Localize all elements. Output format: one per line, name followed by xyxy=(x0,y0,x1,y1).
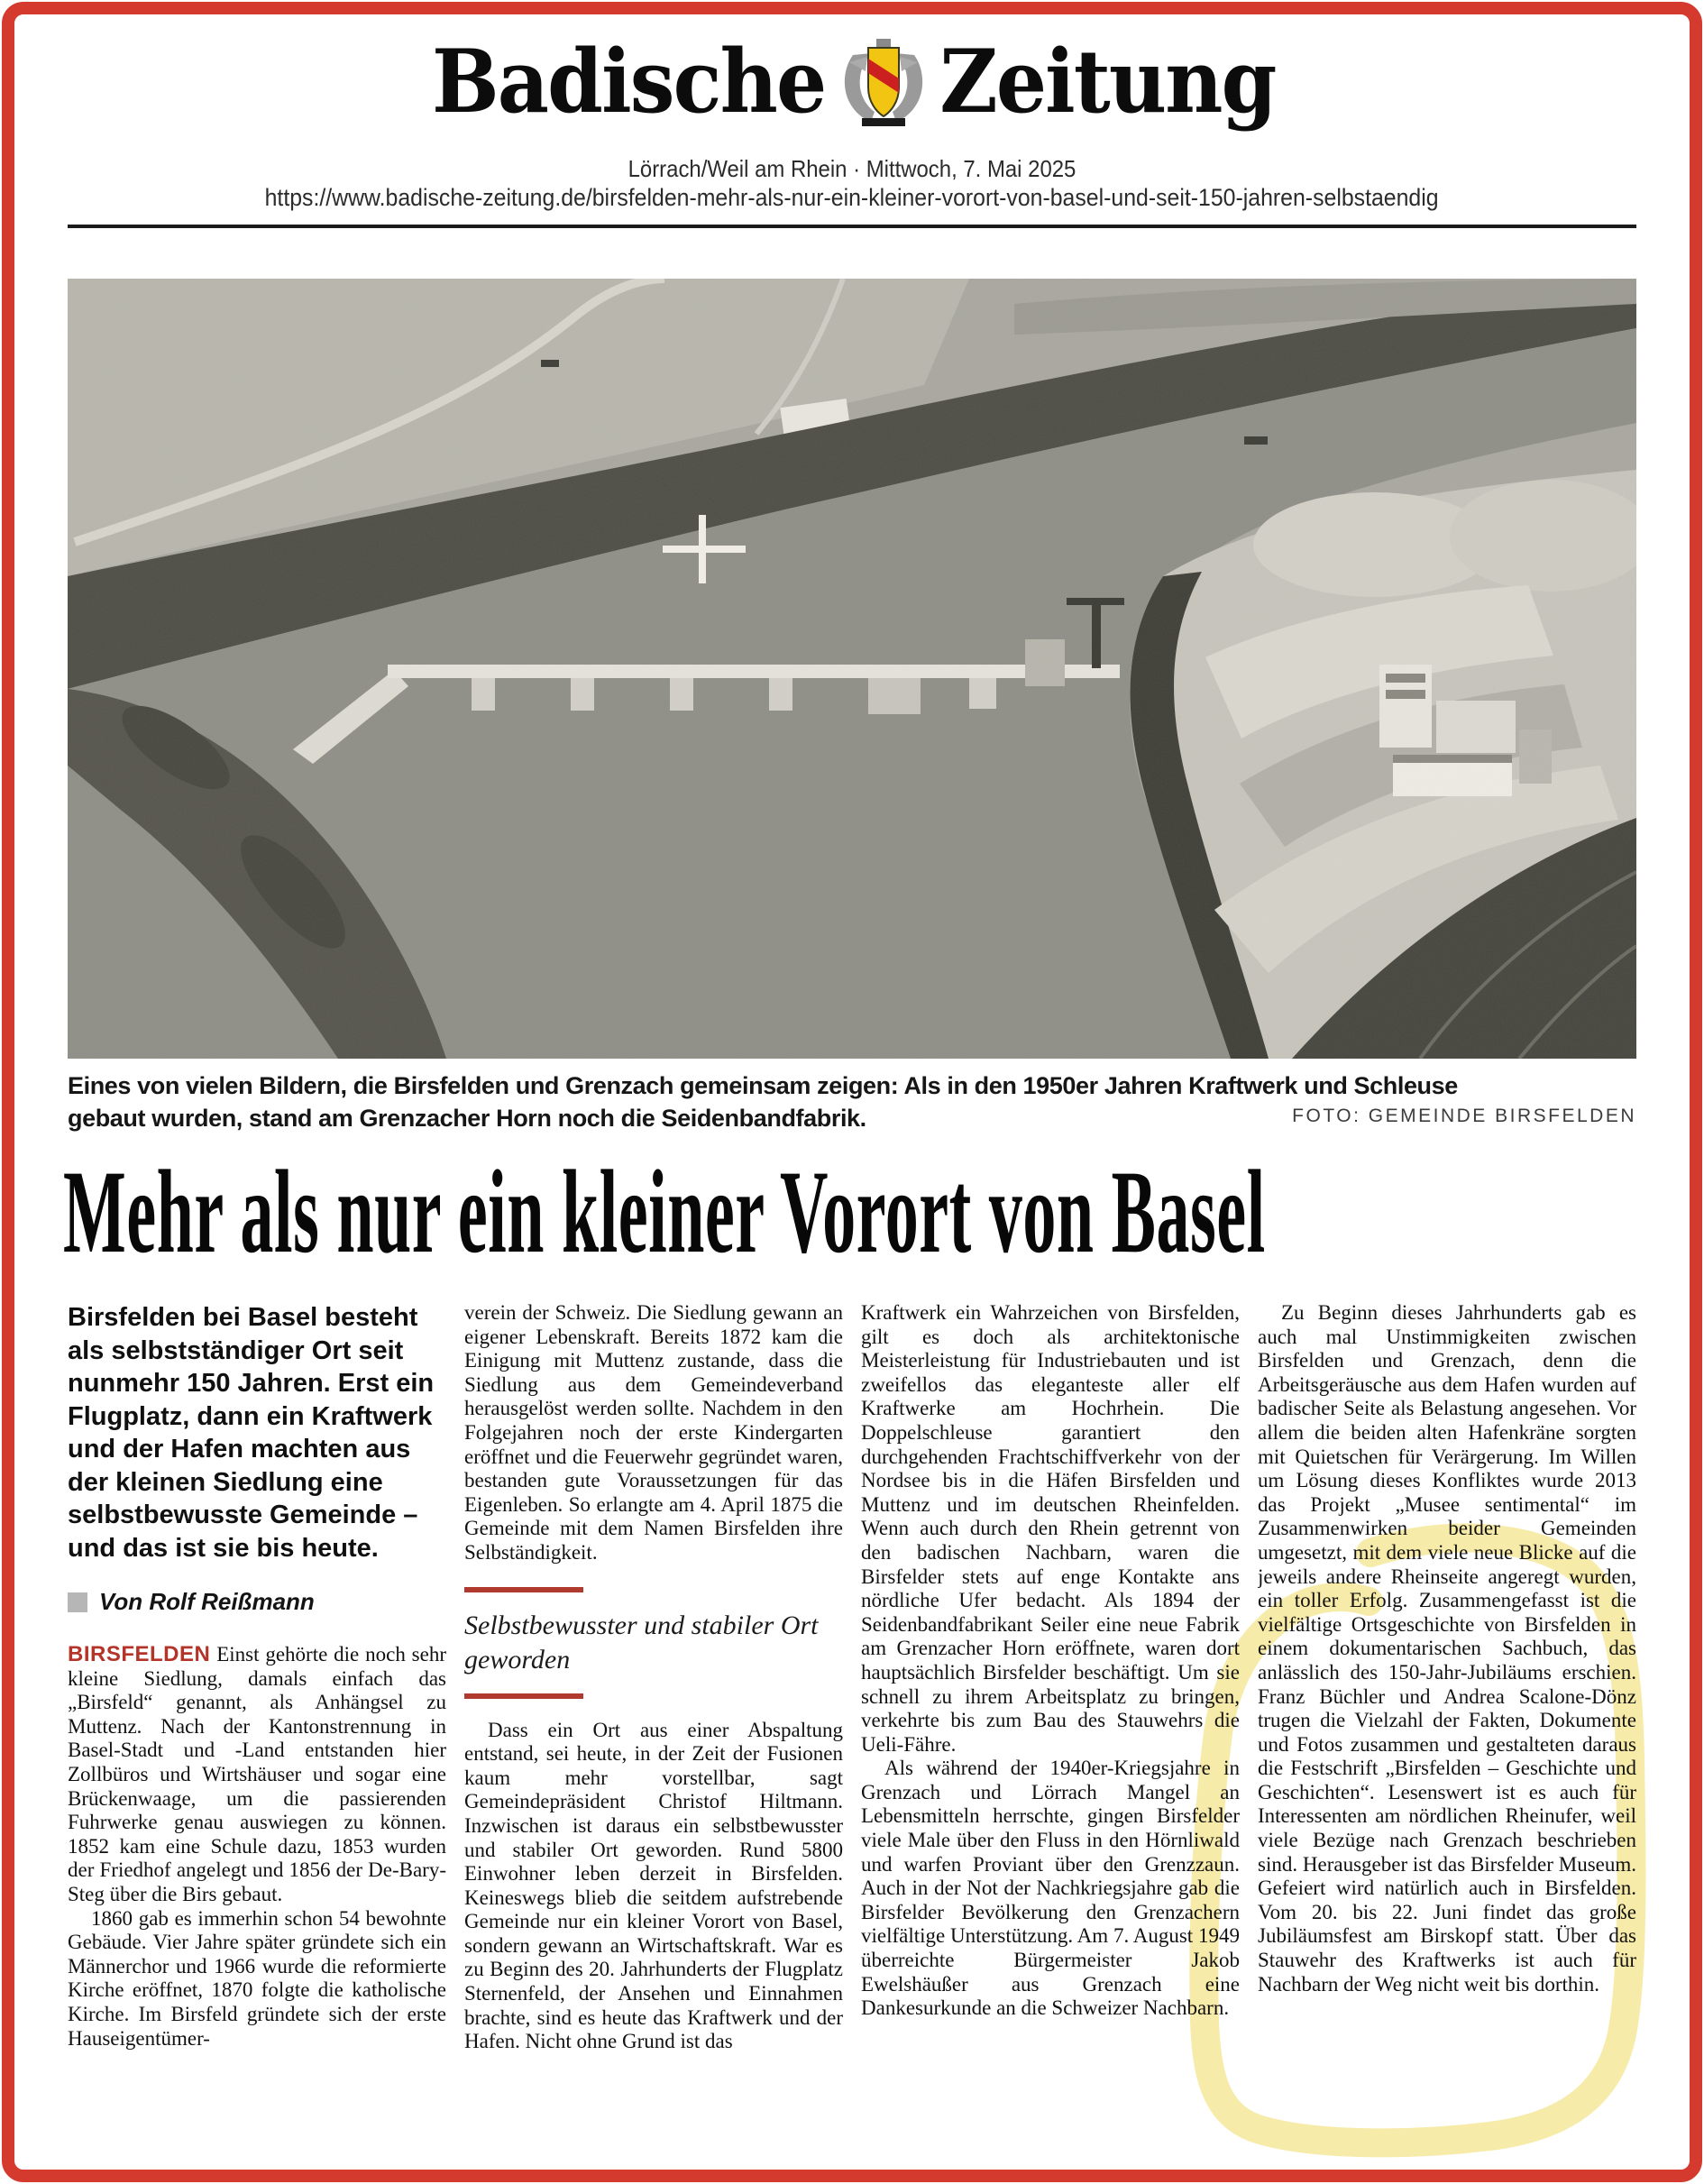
header-rule xyxy=(68,225,1636,228)
paragraph-text: Einst gehörte die noch sehr kleine Siedlung, damals einfach das „Birsfeld“ genannt, als Anhängsel zu Muttenz. Nach der Kantonstrennung in Basel-Stadt und -Land entstanden hier Zollbüros und Wirtshäuser und sogar eine Brückenwaage, um die passierenden Fuhrwerke genau auswiegen zu können. 1852 kam eine Schule dazu, 1853 wurden der Friedhof angelegt und 1856 der De-Bary-Steg über die Birs gebaut. xyxy=(68,1643,446,1905)
article-column-2 xyxy=(464,1301,843,2165)
masthead xyxy=(0,31,1704,133)
article-column-3 xyxy=(861,1301,1240,2165)
location-tag: BIRSFELDEN xyxy=(68,1642,211,1666)
column-4-text xyxy=(1258,1301,1636,1996)
column-2-text-top xyxy=(464,1301,843,1565)
photo-credit: FOTO: GEMEINDE BIRSFELDEN xyxy=(1292,1106,1636,1126)
newspaper-name-right: Zeitung xyxy=(939,31,1276,133)
newspaper-name-left: Badische xyxy=(431,31,825,133)
article-url: https://www.badische-zeitung.de/birsfelden-mehr-als-nur-ein-kleiner-vorort-von-basel-und-seit-150-jahren-selbstaendig xyxy=(265,184,1439,211)
article-column-4 xyxy=(1258,1301,1636,2165)
article-paragraph xyxy=(68,1643,446,1907)
aerial-photo-illustration xyxy=(68,279,1636,1059)
aerial-photo xyxy=(68,279,1636,1059)
article-paragraph: Dass ein Ort aus einer Abspaltung entstand, sei heute, in der Zeit der Fusionen kaum mehr vorstellbar, sagt Gemeindepräsident Christof Hiltmann. Inzwischen ist daraus ein selbstbewusster und stabiler Ort geworden. Rund 5800 Einwohner leben derzeit in Birsfelden. Keineswegs blieb die seitdem aufstrebende Gemeinde nur ein kleiner Vorort von Basel, sondern gewann an Wirtschaftskraft. War es zu Beginn des 20. Jahrhunderts der Flugplatz Sternenfeld, der Ansehen und Einnahmen brachte, sind es heute das Kraftwerk und der Hafen. Nicht ohne Grund ist das xyxy=(464,1718,843,2053)
subhead-rule-top xyxy=(464,1587,583,1592)
article-paragraph: 1860 gab es immerhin schon 54 bewohnte Gebäude. Vier Jahre später gründete sich ein Männerchor und 1966 wurde die reformierte Kirche eröffnet, 1870 folgte die katholische Kirche. Im Birsfeld gründete sich der erste Hauseigentümer- xyxy=(68,1906,446,2050)
headline: Mehr als nur ein kleiner Vorort von Basel xyxy=(63,1145,1266,1278)
subhead: Selbstbewusster und stabiler Ort geworden xyxy=(464,1610,819,1675)
subhead-rule-bottom xyxy=(464,1693,583,1699)
baden-coat-of-arms-logo xyxy=(840,35,927,129)
subhead-block xyxy=(464,1587,843,1699)
dateline: Lörrach/Weil am Rhein · Mittwoch, 7. Mai 2025 xyxy=(628,155,1076,182)
lead-paragraph: Birsfelden bei Basel besteht als selbstständiger Ort seit nunmehr 150 Jahren. Erst ein Flugplatz, dann ein Kraftwerk und der Hafen machten aus der kleinen Siedlung eine selbstbewusste Gemeinde – und das ist sie bis heute. xyxy=(68,1303,435,1563)
column-3-text xyxy=(861,1301,1240,2021)
article-paragraph: Kraftwerk ein Wahrzeichen von Birsfelden, gilt es doch als architektonische Meisterleistung für Industriebauten und ist zweifellos das eleganteste aller elf Kraftwerke am Hochrhein. Die Doppelschleuse garantiert den durchgehenden Frachtschiffverkehr von der Nordsee bis in die Häfen Birsfelden und Muttenz und im deutschen Rheinfelden. Wenn auch durch den Rhein getrennt von den badischen Nachbarn, waren die Birsfelder stets auf enge Kontakte ans nördliche Ufer bedacht. Als 1894 der Seidenbandfabrikant Seiler eine neue Fabrik am Grenzacher Horn eröffnete, waren dort hauptsächlich Birsfelder beschäftigt. Um sie schnell zu ihrem Arbeitsplatz zu bringen, verkehrte bis zum Bau des Stauwehrs die Ueli-Fähre. xyxy=(861,1301,1240,1756)
byline-marker-square xyxy=(68,1592,87,1612)
column-2-text-bottom xyxy=(464,1719,843,2054)
byline-text: Von Rolf Reißmann xyxy=(99,1588,315,1615)
article-column-1 xyxy=(68,1301,446,2165)
column-1-text xyxy=(68,1643,446,2051)
article-paragraph: Als während der 1940er-Kriegsjahre in Grenzach und Lörrach Mangel an Lebensmitteln herrschte, gingen Birsfelder viele Male über den Fluss in den Hörnliwald und warfen Proviant über den Grenzzaun. Auch in der Not der Nachkriegsjahre gab die Birsfelder Bevölkerung den Grenzachern vielfältige Unterstützung. Am 7. August 1949 überreichte Bürgermeister Jakob Ewelshäußer aus Grenzach eine Dankesurkunde an die Schweizer Nachbarn. xyxy=(861,1757,1240,2020)
photo-caption: Eines von vielen Bildern, die Birsfelden und Grenzach gemeinsam zeigen: Als in den 1950er Jahren Kraftwerk und Schleuse gebaut wurden, stand am Grenzacher Horn noch die Seidenbandfabrik. xyxy=(68,1072,1458,1132)
article-body xyxy=(68,1301,1636,2165)
photo-caption-block xyxy=(68,1069,1636,1134)
byline xyxy=(68,1588,446,1616)
article-paragraph: verein der Schweiz. Die Siedlung gewann an eigener Lebenskraft. Bereits 1872 kam die Einigung mit Muttenz zustande, dass die Siedlung aus dem Gemeindeverband herausgelöst werden sollte. Nachdem in den Folgejahren noch der erste Kindergarten eröffnet und die Feuerwehr gegründet waren, bestanden gute Voraussetzungen für das Eigenleben. So erlangte am 4. April 1875 die Gemeinde mit dem Namen Birsfelden ihre Selbständigkeit. xyxy=(464,1301,843,1564)
article-paragraph: Zu Beginn dieses Jahrhunderts gab es auch mal Unstimmigkeiten zwischen Birsfelden und Grenzach, denn die Arbeitsgeräusche aus dem Hafen wurden auf badischer Seite als Belastung angesehen. Vor allem die beiden alten Hafenkräne sorgten mit Quietschen für Verärgerung. Im Willen um Lösung dieses Konfliktes wurde 2013 das Projekt „Musee sentimental“ im Zusammenwirken beider Gemeinden umgesetzt, mit dem viele neue Blicke auf die jeweils andere Rheinseite angeregt wurden, ein toller Erfolg. Zusammengefasst ist die vielfältige Ortsgeschichte von Birsfelden in einem dokumentarischen Sachbuch, das anlässlich des 150-Jahr-Jubiläums erschien. Franz Büchler und Andrea Scalone-Dönz trugen die Vielzahl der Fakten, Dokumente und Fotos zusammen und gestalteten daraus die Festschrift „Birsfelden – Geschichte und Geschichten“. Lesenswert ist es auch für Interessenten am nördlichen Rheinufer, weil viele Bezüge nach Grenzach beschrieben sind. Herausgeber ist das Birsfelder Museum. Gefeiert wird natürlich auch in Birsfelden. Vom 20. bis 22. Juni findet das große Jubiläumsfest am Birskopf statt. Über das Stauwehr des Kraftwerks ist auch für Nachbarn der Weg nicht weit bis dorthin. xyxy=(1258,1301,1636,1996)
